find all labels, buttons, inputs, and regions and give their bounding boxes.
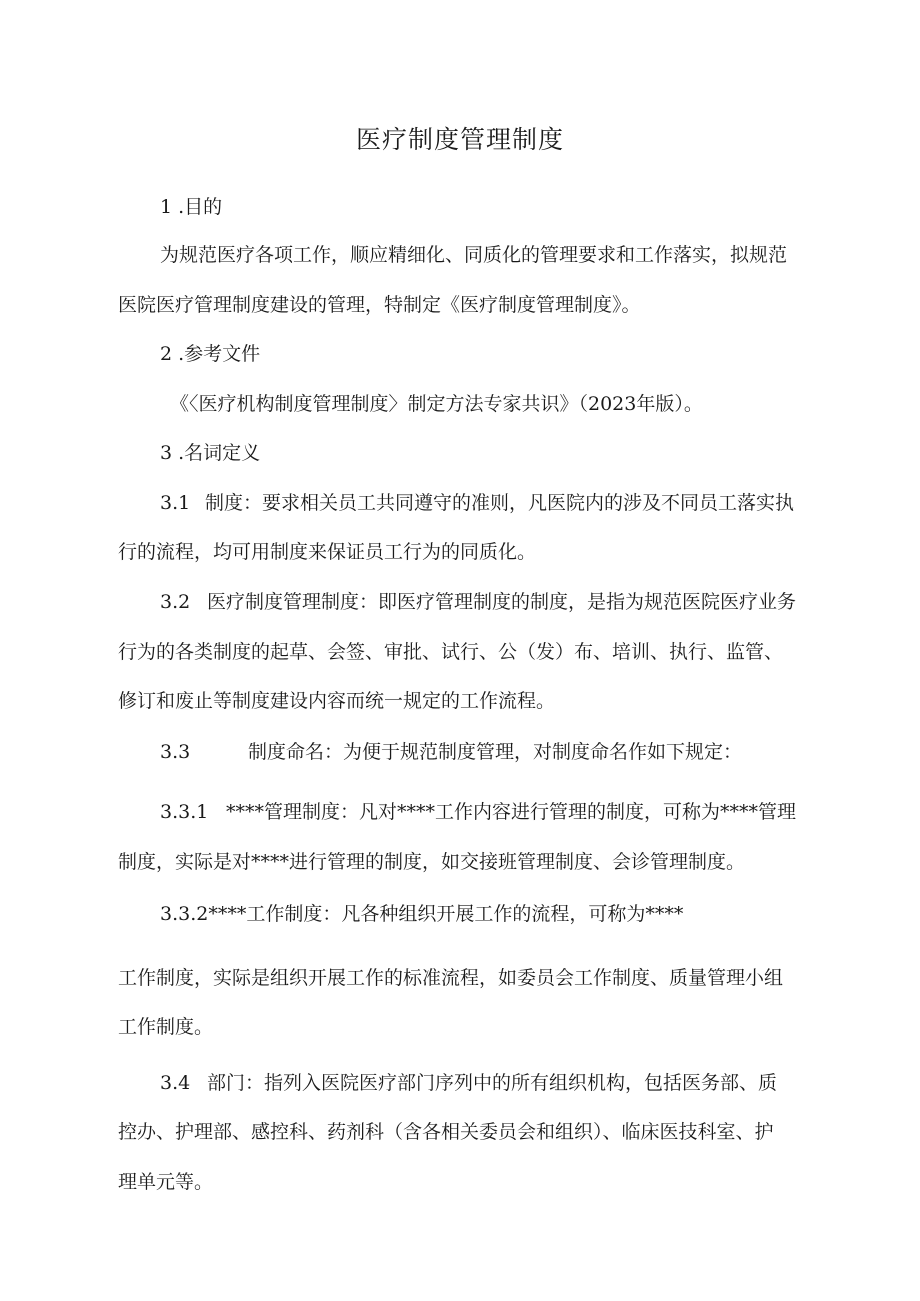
section-3-3-line-1	[160, 740, 742, 764]
section-2-heading: 2 .参考文件	[160, 343, 261, 365]
section-3-3-1-line-2: 制度，实际是对****进行管理的制度，如交接班管理制度、会诊管理制度。	[118, 851, 746, 873]
section-3-4-text-1: 部门：指列入医院医疗部门序列中的所有组织机构，包括医务部、质	[207, 1072, 778, 1094]
section-3-4-number: 3.4	[160, 1072, 191, 1094]
section-3-4-line-1	[160, 1071, 777, 1095]
section-3-2-line-2: 行为的各类制度的起草、会签、审批、试行、公（发）布、培训、执行、监管、	[118, 641, 784, 663]
section-3-3-number: 3.3	[160, 741, 191, 763]
section-3-1-line-2: 行的流程，均可用制度来保证员工行为的同质化。	[118, 541, 537, 563]
section-3-2-line-3: 修订和废止等制度建设内容而统一规定的工作流程。	[118, 690, 556, 712]
section-3-2-number: 3.2	[160, 591, 191, 613]
section-3-4-line-3: 理单元等。	[118, 1171, 214, 1193]
section-3-4-line-2: 控办、护理部、感控科、药剂科（含各相关委员会和组织）、临床医技科室、护	[118, 1121, 774, 1143]
section-3-3-2-line-1: 3.3.2****工作制度：凡各种组织开展工作的流程，可称为****	[160, 903, 684, 925]
section-3-3-text-1: 制度命名：为便于规范制度管理，对制度命名作如下规定：	[248, 741, 743, 763]
section-3-1-line-1	[160, 491, 794, 515]
section-3-3-1-text-1: ****管理制度：凡对****工作内容进行管理的制度，可称为****管理	[226, 801, 797, 823]
section-1-paragraph-line-1: 为规范医疗各项工作，顺应精细化、同质化的管理要求和工作落实，拟规范	[160, 244, 788, 266]
section-1-paragraph-line-2: 医院医疗管理制度建设的管理，特制定《医疗制度管理制度》。	[118, 294, 641, 316]
section-1-heading: 1 .目的	[160, 196, 223, 218]
section-3-2-line-1	[160, 590, 796, 614]
section-3-1-text-1: 制度：要求相关员工共同遵守的准则，凡医院内的涉及不同员工落实执	[205, 492, 795, 514]
section-3-3-2-line-3: 工作制度。	[118, 1016, 214, 1038]
section-3-3-1-number: 3.3.1	[160, 801, 209, 823]
document-title: 医疗制度管理制度	[355, 125, 564, 154]
section-3-3-1-line-1	[160, 800, 796, 824]
section-2-reference: 《〈医疗机构制度管理制度〉制定方法专家共识》（2023年版）。	[170, 393, 703, 415]
section-3-3-2-line-2: 工作制度，实际是组织开展工作的标准流程，如委员会工作制度、质量管理小组	[118, 967, 784, 989]
section-3-2-text-1: 医疗制度管理制度：即医疗管理制度的制度，是指为规范医院医疗业务	[207, 591, 797, 613]
section-3-1-number: 3.1	[160, 492, 191, 514]
section-3-heading: 3 .名词定义	[160, 442, 261, 464]
